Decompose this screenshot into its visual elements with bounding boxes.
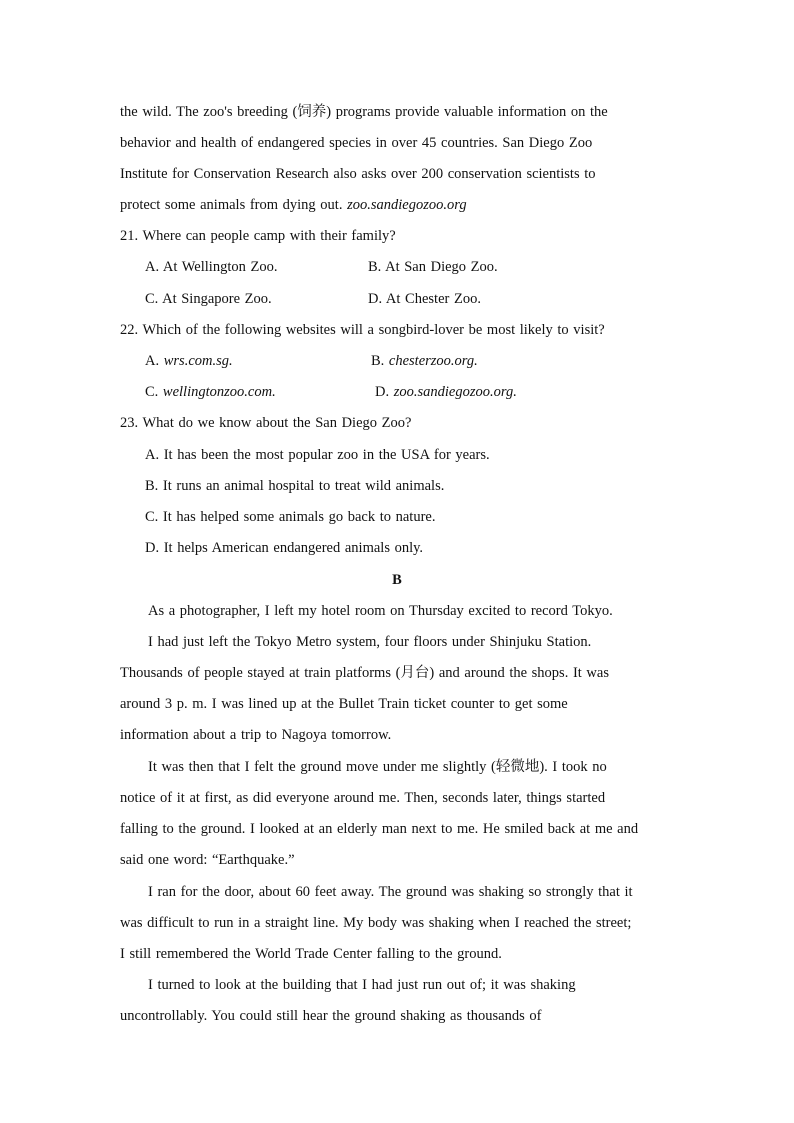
source-url: zoo.sandiegozoo.org — [347, 197, 467, 213]
passage-b-line: falling to the ground. I looked at an elderly man next to me. He smiled back at me and — [120, 821, 639, 837]
question-22-stem: 22. Which of the following websites will a songbird-lover be most likely to visit? — [120, 322, 605, 338]
section-b-heading: B — [392, 572, 402, 588]
passage-b-line: uncontrollably. You could still hear the ground shaking as thousands of — [120, 1008, 542, 1024]
option-c-site: wellingtonzoo.com. — [162, 384, 276, 400]
passage-b-line: I ran for the door, about 60 feet away. The ground was shaking so strongly that it — [148, 884, 633, 900]
option-b: B. At San Diego Zoo. — [368, 259, 498, 275]
option-b: B. It runs an animal hospital to treat wild animals. — [145, 478, 445, 494]
option-a: A. It has been the most popular zoo in the USA for years. — [145, 447, 490, 463]
option-d — [375, 383, 517, 401]
question-22-options-row — [145, 352, 705, 370]
question-21-options-row — [145, 290, 705, 308]
passage-b-line: I had just left the Tokyo Metro system, four floors under Shinjuku Station. — [148, 634, 592, 650]
option-c: C. It has helped some animals go back to nature. — [145, 509, 436, 525]
passage-a-text: protect some animals from dying out. — [120, 197, 343, 213]
passage-b-line: information about a trip to Nagoya tomorrow. — [120, 727, 392, 743]
option-b — [371, 352, 478, 370]
option-c-letter: C. — [145, 384, 159, 400]
passage-a-line: behavior and health of endangered species in over 45 countries. San Diego Zoo — [120, 135, 593, 151]
passage-b-line: notice of it at first, as did everyone around me. Then, seconds later, things started — [120, 790, 606, 806]
passage-b-line: around 3 p. m. I was lined up at the Bullet Train ticket counter to get some — [120, 696, 568, 712]
passage-b-line: I turned to look at the building that I had just run out of; it was shaking — [148, 977, 576, 993]
passage-a-line — [120, 196, 680, 214]
passage-a-line: Institute for Conservation Research also asks over 200 conservation scientists to — [120, 166, 596, 182]
passage-b-line: It was then that I felt the ground move under me slightly (轻微地). I took no — [148, 759, 607, 775]
passage-b-line: said one word: “Earthquake.” — [120, 852, 295, 868]
option-d: D. At Chester Zoo. — [368, 291, 481, 307]
question-21-options-row — [145, 258, 705, 276]
option-a-letter: A. — [145, 353, 160, 369]
option-a-site: wrs.com.sg. — [163, 353, 233, 369]
passage-b-line: was difficult to run in a straight line. My body was shaking when I reached the street; — [120, 915, 632, 931]
option-d: D. It helps American endangered animals only. — [145, 540, 424, 556]
option-d-letter: D. — [375, 384, 390, 400]
question-23-stem: 23. What do we know about the San Diego Zoo? — [120, 415, 412, 431]
question-21-stem: 21. Where can people camp with their family? — [120, 228, 396, 244]
question-22-options-row — [145, 383, 705, 401]
passage-b-line: Thousands of people stayed at train platforms (月台) and around the shops. It was — [120, 665, 609, 681]
passage-a-line: the wild. The zoo's breeding (饲养) programs provide valuable information on the — [120, 104, 608, 120]
passage-b-line: I still remembered the World Trade Center falling to the ground. — [120, 946, 502, 962]
passage-b-line: As a photographer, I left my hotel room on Thursday excited to record Tokyo. — [148, 603, 613, 619]
option-a: A. At Wellington Zoo. — [145, 259, 278, 275]
option-b-site: chesterzoo.org. — [388, 353, 478, 369]
option-b-letter: B. — [371, 353, 385, 369]
option-d-site: zoo.sandiegozoo.org. — [393, 384, 517, 400]
option-c: C. At Singapore Zoo. — [145, 291, 272, 307]
